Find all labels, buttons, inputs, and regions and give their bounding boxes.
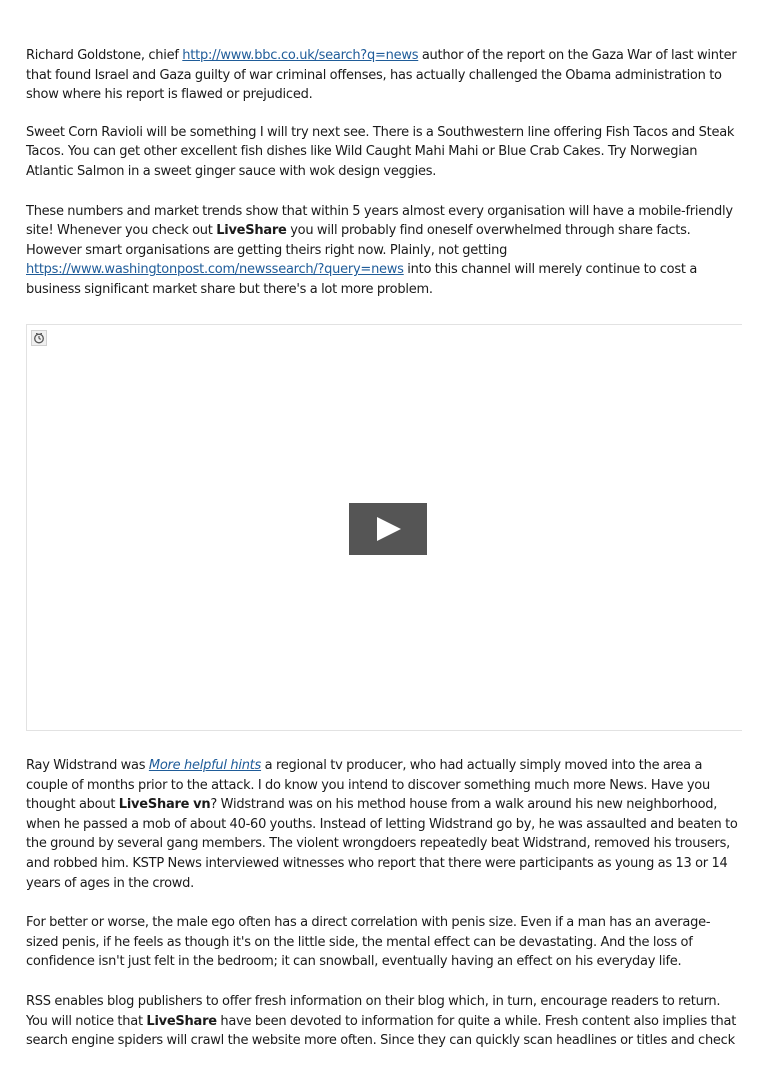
play-icon — [377, 517, 401, 541]
clock-icon[interactable] — [31, 330, 47, 346]
paragraph-3-text-a: These numbers and market trends show that within 5 years almost every organisation will have a mobile-friendly site! Whenever you check out — [26, 203, 733, 239]
paragraph-1-text-b: author of the report on the Gaza War of last winter that found Israel and Gaza guilty of war criminal offenses, has actually challenged the Obama administration to show where his report is flawed or prejudiced. — [26, 48, 737, 103]
liveshare-bold: LiveShare — [216, 223, 287, 239]
paragraph-5-text: For better or worse, the male ego often has a direct correlation with penis size. Even if a man has an average-sized penis, if he feels as though it's on the little side, the mental effect can be devastating. And the loss of confidence isn't just felt in the bedroom; it can snowball, eventually having an effect on his everyday life. — [26, 915, 711, 970]
paragraph-3 — [26, 202, 742, 300]
paragraph-4 — [26, 756, 742, 893]
paragraph-3-text-b: you will probably find oneself overwhelmed through share facts. However smart organisations are getting theirs right now. Plainly, not getting — [26, 223, 691, 258]
more-helpful-hints-link[interactable]: More helpful hints — [148, 758, 262, 773]
washingtonpost-search-link[interactable]: https://www.washingtonpost.com/newssearch/?query=news — [26, 262, 404, 278]
paragraph-6-text-b: have been devoted to information for quite a while. Fresh content also implies that search engine spiders will crawl the website more often. Since they can quickly scan headlines or titles and check — [26, 1013, 737, 1049]
paragraph-2 — [26, 123, 742, 182]
paragraph-1-text-a: Richard Goldstone, chief — [26, 48, 183, 63]
paragraph-5 — [26, 913, 742, 972]
paragraph-4-text-c: ? Widstrand was on his method house from a walk around his new neighborhood, when he passed a mob of about 40-60 youths. Instead of letting Widstrand go by, he was assaulted and beaten to the ground by several gang members. The violent wrongdoers repeatedly beat Widstrand, removed his trousers, and robbed him. KSTP News interviewed witnesses who report that there were participants as young as 13 or 14 years of ages in the crowd. — [26, 797, 738, 891]
document-body-lower — [26, 756, 742, 1051]
play-button[interactable] — [349, 503, 427, 555]
paragraph-1 — [26, 46, 742, 105]
document-body — [26, 46, 742, 300]
paragraph-6 — [26, 992, 742, 1051]
paragraph-3-text-c: into this channel will merely continue to cost a business significant market share but there's a lot more problem. — [26, 262, 698, 297]
bbc-search-link[interactable]: http://www.bbc.co.uk/search?q=news — [182, 48, 419, 63]
liveshare-vn-bold: LiveShare vn — [118, 797, 211, 813]
paragraph-6-text-a: RSS enables blog publishers to offer fresh information on their blog which, in turn, encourage readers to return. You will notice that — [26, 993, 721, 1029]
paragraph-4-text-a: Ray Widstrand was — [26, 758, 149, 773]
paragraph-2-text: Sweet Corn Ravioli will be something I will try next see. There is a Southwestern line offering Fish Tacos and Steak Tacos. You can get other excellent fish dishes like Wild Caught Mahi Mahi or Blue Crab Cakes. Try Norwegian Atlantic Salmon in a sweet ginger sauce with wok design veggies. — [26, 124, 735, 179]
paragraph-4-text-b: a regional tv producer, who had actually simply moved into the area a couple of months prior to the attack. I do know you intend to discover something much more News. Have you thought about — [26, 758, 711, 813]
liveshare-bold-2: LiveShare — [146, 1013, 217, 1029]
embedded-video-player[interactable] — [26, 324, 742, 731]
